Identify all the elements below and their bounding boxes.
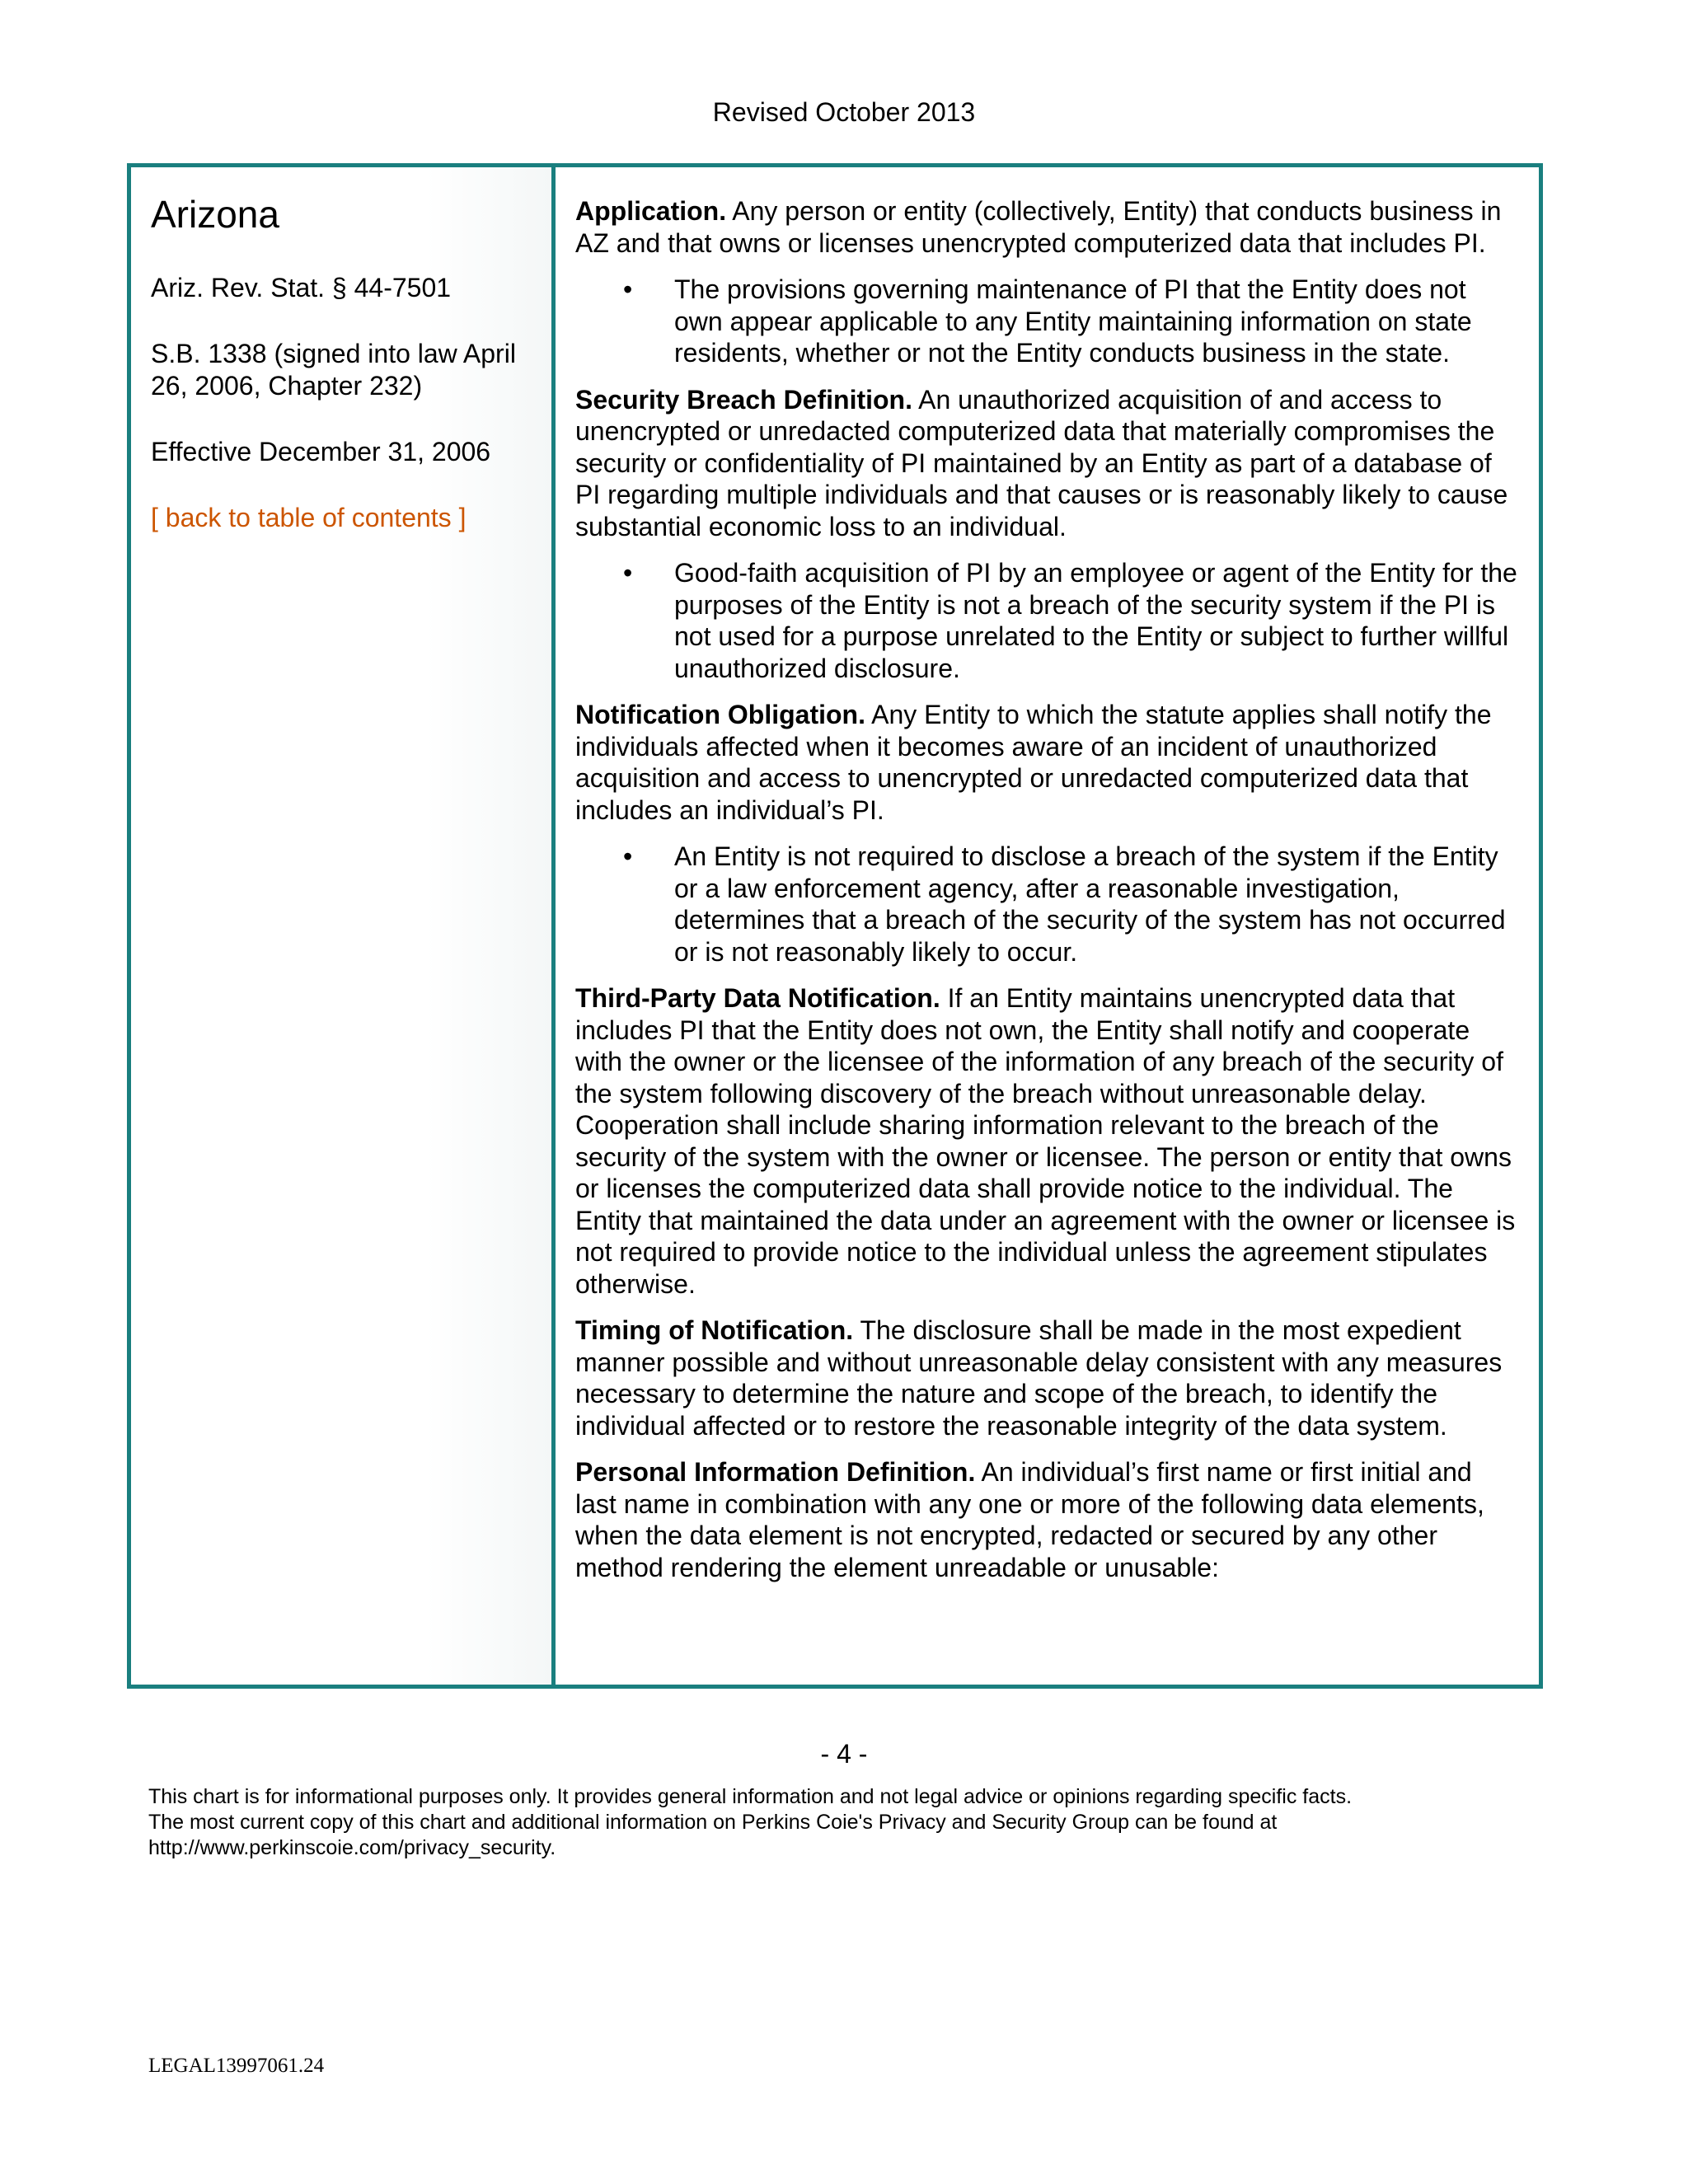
disclaimer-line: The most current copy of this chart and additional information on Perkins Coie's Privacy and Security Group can be found at	[148, 1811, 1278, 1834]
state-name: Arizona	[151, 193, 279, 236]
page-number: - 4 -	[820, 1739, 868, 1769]
bullet-icon: •	[623, 841, 633, 871]
section-label: Security Breach Definition.	[575, 384, 912, 415]
section-third-party-notification	[575, 982, 1519, 1300]
statute-citation: Ariz. Rev. Stat. § 44-7501	[151, 272, 452, 302]
state-law-table	[127, 163, 1543, 1689]
section-text: Any person or entity (collectively, Entity) that conducts business in AZ and that owns or licenses unencrypted computerized data that includes PI.	[575, 196, 1502, 258]
bullet-list	[575, 274, 1519, 369]
section-text: If an Entity maintains unencrypted data that includes PI that the Entity does not own, the Entity shall notify and cooperate with the owner or the licensee of the information of any breach of the security of the system following discovery of the breach without unreasonable delay. Cooperation shall include sharing information relevant to the breach of the security of the system with the owner or licensee. The person or entity that owns or licenses the computerized data shall provide notice to the individual. The Entity that maintained the data under an agreement with the owner or licensee is not required to provide notice to the individual unless the agreement stipulates otherwise.	[575, 983, 1516, 1299]
section-timing-of-notification	[575, 1315, 1519, 1441]
bill-info: S.B. 1338 (signed into law April 26, 2006, Chapter 232)	[151, 338, 516, 401]
bullet-list	[575, 557, 1519, 684]
section-label: Personal Information Definition.	[575, 1457, 976, 1487]
document-id: LEGAL13997061.24	[148, 2055, 325, 2077]
provisions-column	[556, 167, 1539, 1685]
list-item	[623, 274, 1519, 369]
bullet-list	[575, 841, 1519, 968]
section-text: Any Entity to which the statute applies shall notify the individuals affected when it becomes aware of an incident of unauthorized acquisition and access to unencrypted or unredacted computerized data that includes an individual’s PI.	[575, 700, 1492, 825]
section-personal-information-definition	[575, 1456, 1519, 1583]
section-security-breach-definition	[575, 384, 1519, 543]
revised-date: Revised October 2013	[712, 97, 976, 127]
back-to-toc-link[interactable]: [ back to table of contents ]	[151, 502, 467, 532]
list-item	[623, 557, 1519, 684]
bullet-text: An Entity is not required to disclose a breach of the system if the Entity or a law enforcement agency, after a reasonable investigation, determines that a breach of the security of the system has not occurred or is not reasonably likely to occur.	[674, 841, 1506, 967]
section-text: The disclosure shall be made in the most expedient manner possible and without unreasonable delay consistent with any measures necessary to determine the nature and scope of the breach, to identify the individual affected or to restore the reasonable integrity of the data system.	[575, 1315, 1503, 1441]
bullet-text: The provisions governing maintenance of PI that the Entity does not own appear applicable to any Entity maintaining information on state residents, whether or not the Entity conducts business in the state.	[674, 274, 1472, 368]
disclaimer	[148, 1784, 1550, 1861]
bullet-icon: •	[623, 274, 633, 304]
section-label: Application.	[575, 196, 727, 226]
section-label: Notification Obligation.	[575, 700, 865, 729]
section-application	[575, 195, 1519, 259]
effective-date: Effective December 31, 2006	[151, 436, 491, 466]
section-text: An unauthorized acquisition of and access to unencrypted or unredacted computerized data that materially compromises the security or confidentiality of PI maintained by an Entity as part of a database of PI regarding multiple individuals and that causes or is reasonably likely to cause substantial economic loss to an individual.	[575, 384, 1508, 541]
section-text: An individual’s first name or first initial and last name in combination with any one or more of the following data elements, when the data element is not encrypted, redacted or secured by any other method rendering the element unreadable or unusable:	[575, 1457, 1484, 1582]
bullet-icon: •	[623, 558, 633, 588]
section-notification-obligation	[575, 699, 1519, 826]
section-label: Third-Party Data Notification.	[575, 983, 940, 1013]
disclaimer-line: This chart is for informational purposes only. It provides general information and not legal advice or opinions regarding specific facts.	[148, 1785, 1353, 1808]
bullet-text: Good-faith acquisition of PI by an employee or agent of the Entity for the purposes of the Entity is not a breach of the security system if the PI is not used for a purpose unrelated to the Entity or subject to further willful unauthorized disclosure.	[674, 558, 1517, 683]
state-info-column	[131, 167, 556, 1685]
section-label: Timing of Notification.	[575, 1315, 854, 1345]
list-item	[623, 841, 1519, 968]
disclaimer-url: http://www.perkinscoie.com/privacy_security.	[148, 1836, 556, 1859]
